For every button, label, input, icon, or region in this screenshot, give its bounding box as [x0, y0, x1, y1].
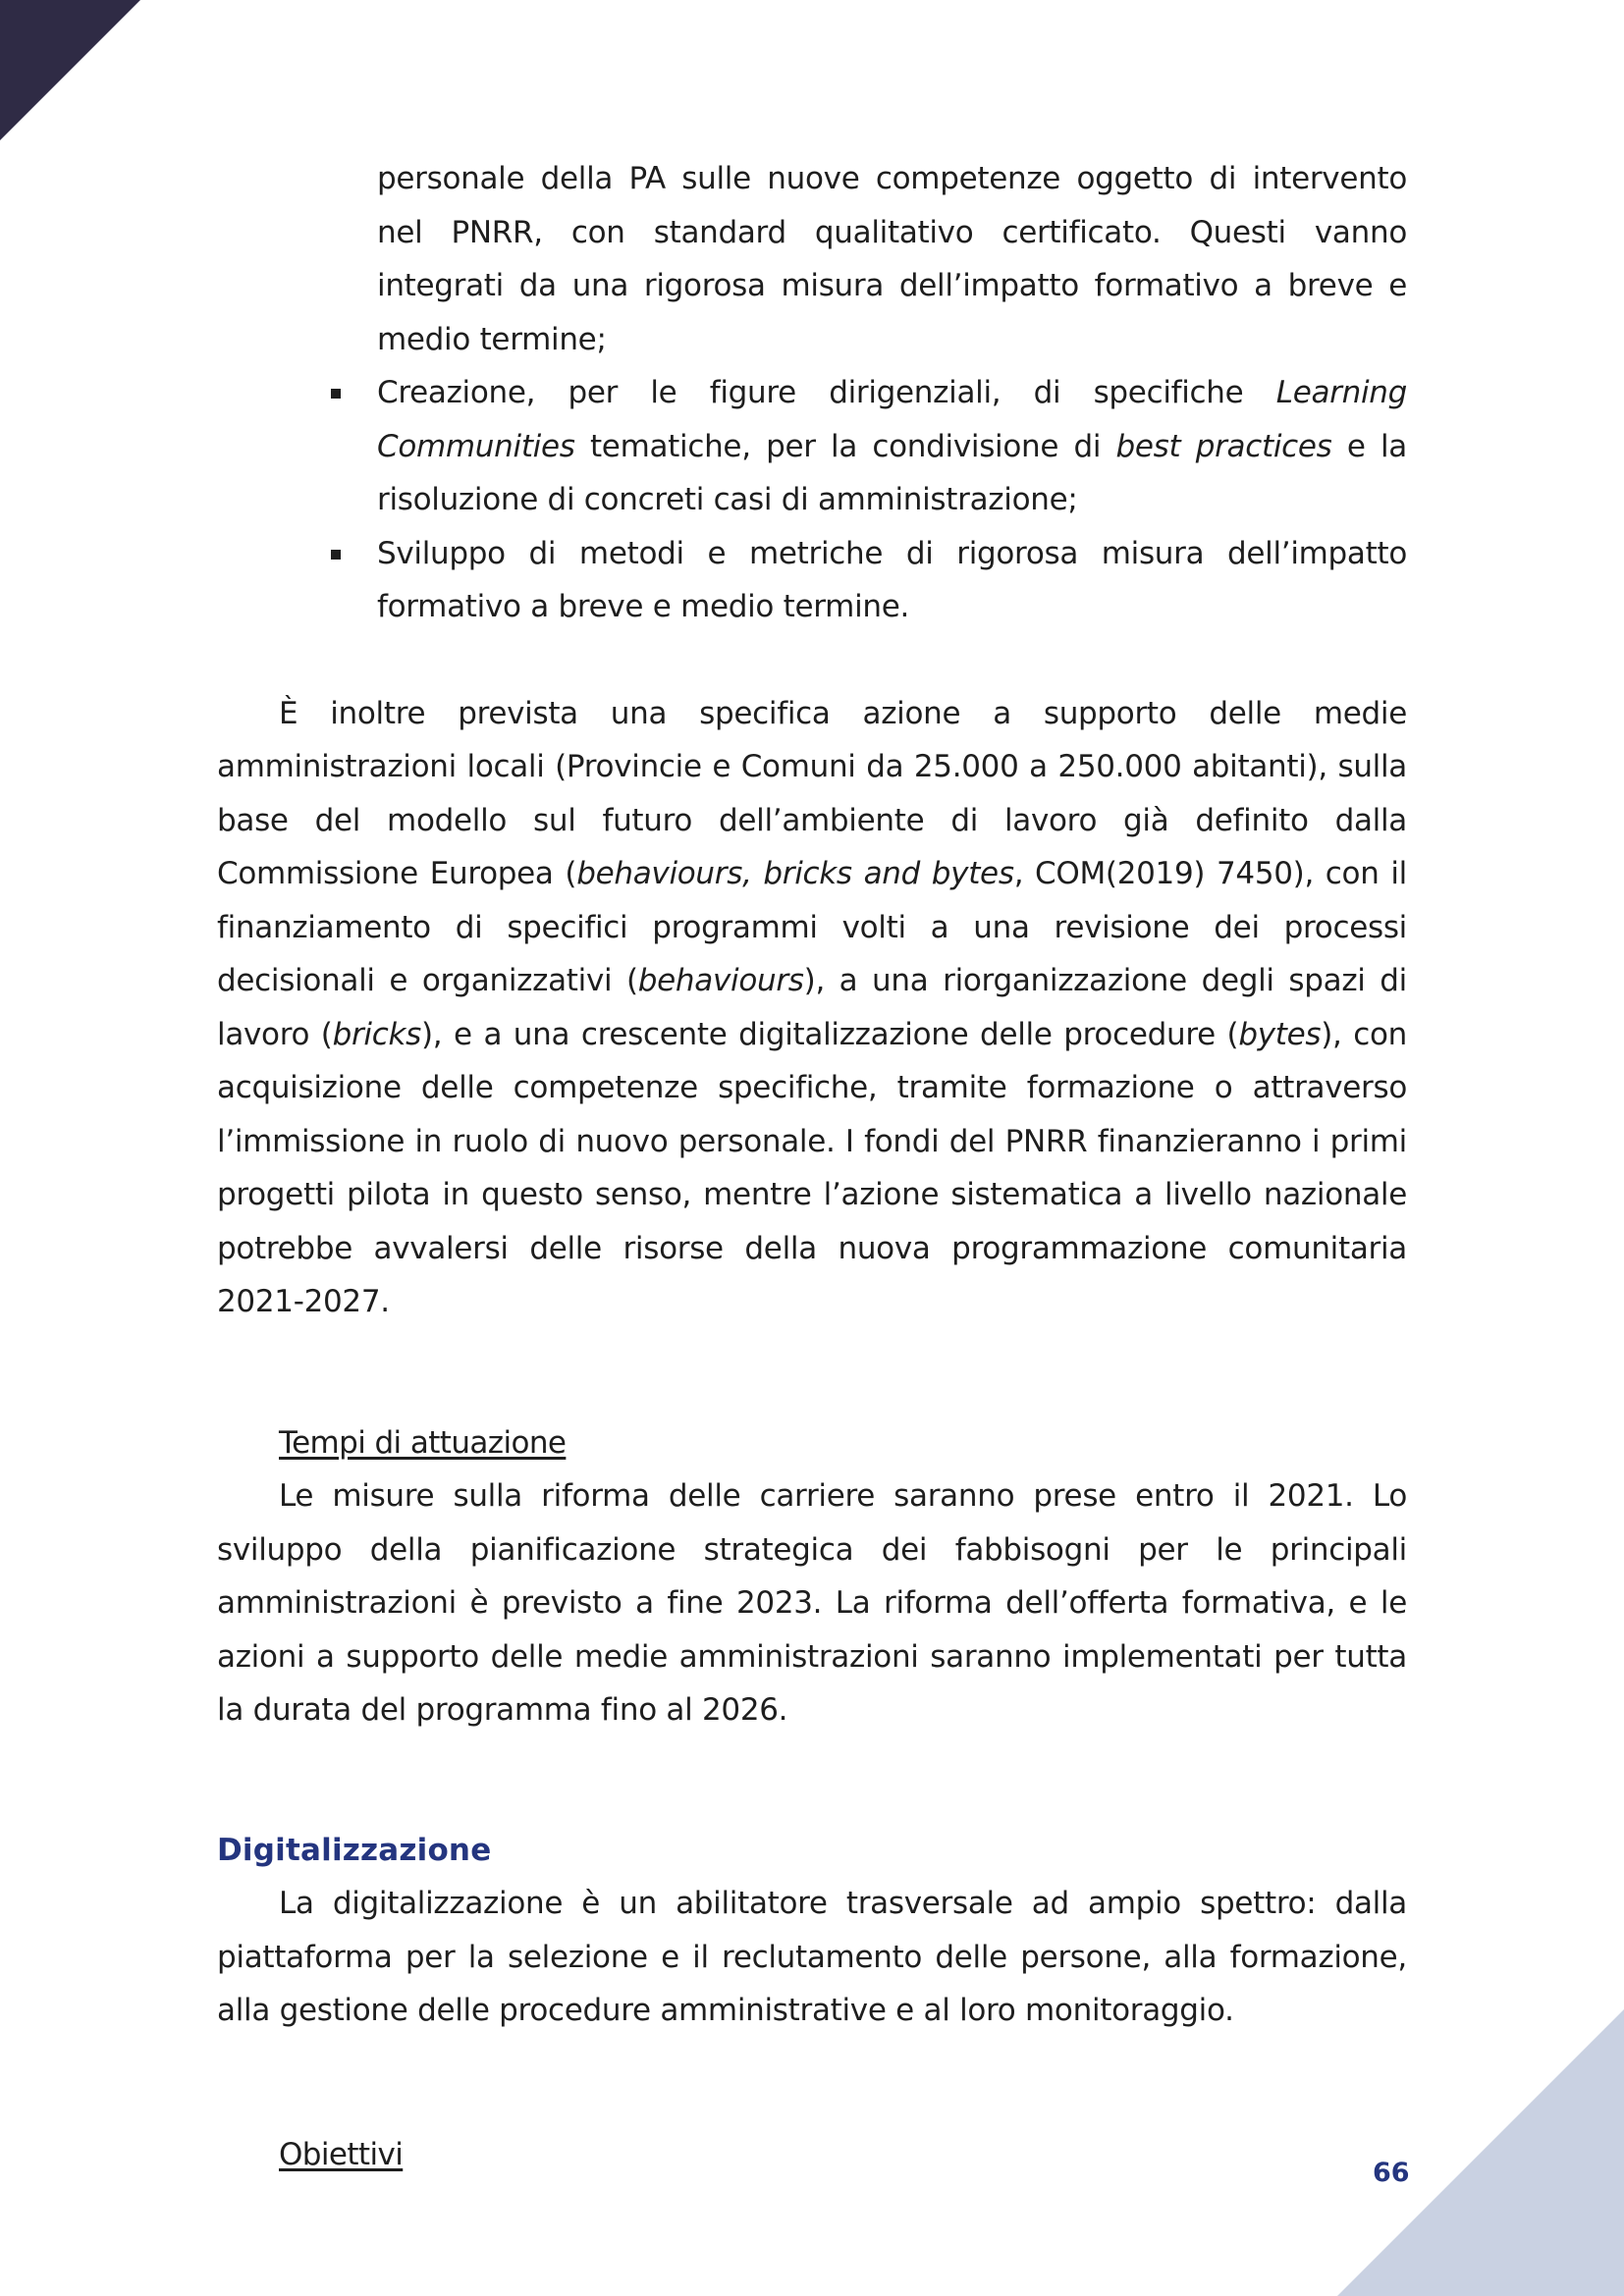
subheading-tempi-di-attuazione: Tempi di attuazione	[279, 1424, 567, 1461]
body-paragraph-tempi: Le misure sulla riforma delle carriere saranno prese entro il 2021. Lo sviluppo della pianificazione strategica dei fabbisogni per le principali amministrazioni è previsto a fine 2023. La riforma dell’offerta formativa, e le azioni a supporto delle medie amministrazioni saranno implementati per tutta la durata del programma fino al 2026.	[217, 1478, 1407, 1728]
page-number: 66	[1373, 2158, 1410, 2188]
list-item: Sviluppo di metodi e metriche di rigorosa misura dell’impatto formativo a breve e medio termine.	[377, 527, 1407, 634]
bullet-list	[217, 366, 1407, 634]
corner-decoration-top-left	[0, 0, 140, 140]
body-paragraph-digitalizzazione: La digitalizzazione è un abilitatore trasversale ad ampio spettro: dalla piattaforma per la selezione e il reclutamento delle persone, alla formazione, alla gestione delle procedure amministrative e al loro monitoraggio.	[217, 1886, 1407, 2028]
body-paragraph-medie-amministrazioni: È inoltre prevista una specifica azione a supporto delle medie amministrazioni locali (Provincie e Comuni da 25.000 a 250.000 abitanti), sulla base del modello sul futuro dell’ambiente di lavoro già definito dalla Commissione Europea (behaviours, bricks and bytes, COM(2019) 7450), con il finanziamento di specifici programmi volti a una revisione dei processi decisionali e organizzativi (behaviours), a una riorganizzazione degli spazi di lavoro (bricks), e a una crescente digitalizzazione delle procedure (bytes), con acquisizione delle competenze specifiche, tramite formazione o attraverso l’immissione in ruolo di nuovo personale. I fondi del PNRR finanzieranno i primi progetti pilota in questo senso, mentre l’azione sistematica a livello nazionale potrebbe avvalersi delle risorse della nuova programmazione comunitaria 2021-2027.	[217, 695, 1407, 1319]
section-title-digitalizzazione: Digitalizzazione	[217, 1832, 492, 1868]
bullet-square-icon	[331, 550, 341, 560]
continuation-paragraph: personale della PA sulle nuove competenze oggetto di intervento nel PNRR, con standard qualitativo certificato. Questi vanno integrati da una rigorosa misura dell’impatto formativo a breve e medio termine;	[377, 161, 1407, 357]
corner-decoration-bottom-right	[1337, 2009, 1624, 2296]
list-item: Creazione, per le figure dirigenziali, di specifiche Learning Communities tematiche, per la condivisione di best practices e la risoluzione di concreti casi di amministrazione;	[377, 366, 1407, 527]
bullet-square-icon	[331, 389, 341, 399]
subheading-obiettivi: Obiettivi	[279, 2136, 404, 2172]
page-content	[217, 152, 1407, 2181]
